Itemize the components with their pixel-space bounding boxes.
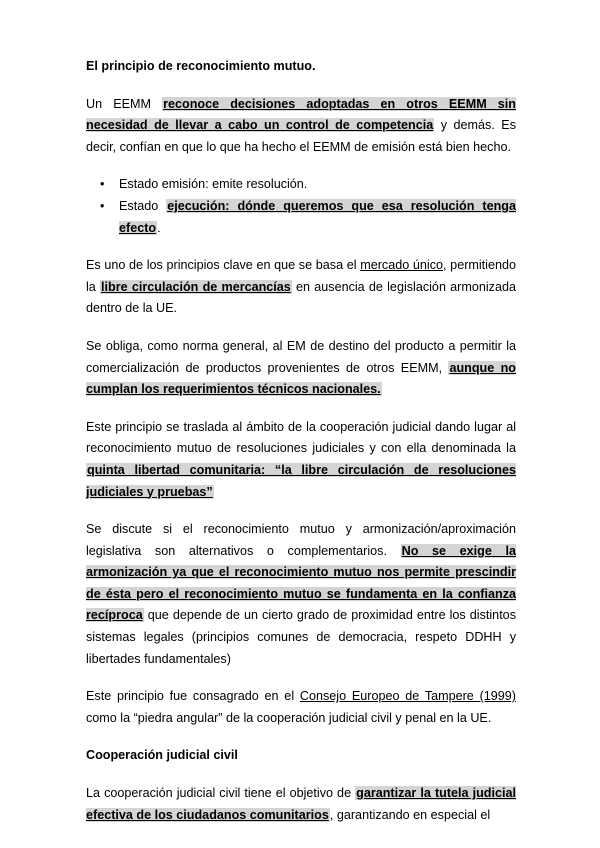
text: . — [157, 220, 161, 235]
paragraph-mutual-recognition — [86, 94, 516, 159]
underlined-text: Consejo Europeo de Tampere (1999) — [299, 689, 516, 704]
paragraph-harmonization — [86, 519, 516, 670]
paragraph-judicial-cooperation — [86, 417, 516, 503]
list-item-text: Estado emisión: emite resolución. — [119, 177, 308, 192]
bullet-icon: • — [100, 177, 105, 192]
text: Se obliga, como norma general, al EM de destino del producto a permitir la comercialización de productos provenientes de otros EEMM, — [86, 338, 516, 375]
highlighted-text: aunque no cumplan los requerimientos técnicos nacionales. — [86, 360, 516, 397]
paragraph-tampere — [86, 686, 516, 729]
document-page — [86, 56, 516, 826]
text: Es uno de los principios clave en que se basa el — [86, 258, 361, 273]
text: Estado — [119, 198, 167, 213]
list-item — [86, 174, 516, 196]
paragraph-single-market — [86, 255, 516, 320]
highlighted-text: garantizar la tutela judicial efectiva de los ciudadanos comunitarios — [86, 786, 516, 822]
paragraph-destination-state — [86, 336, 516, 401]
text: en ausencia de legislación armonizada dentro de la UE. — [86, 279, 516, 316]
text: como la “piedra angular” de la cooperación judicial civil y penal en la UE. — [86, 710, 492, 725]
highlighted-text: quinta libertad comunitaria: “la libre circulación de resoluciones judiciales y pruebas” — [86, 462, 516, 499]
list-item — [86, 196, 516, 239]
section-heading: Cooperación judicial civil — [86, 748, 238, 763]
text: y demás. Es decir, confían en que lo que ha hecho el EEMM de emisión está bien hecho. — [86, 118, 517, 154]
text: , permitiendo la — [86, 258, 516, 294]
text: Un EEMM — [86, 96, 163, 111]
text: , garantizando en especial el — [329, 807, 491, 822]
text: Este principio fue consagrado en el — [86, 689, 300, 704]
text: que depende de un cierto grado de proximidad entre los distintos sistemas legales (principios comunes de democracia, respeto DDHH y libertades fundamentales) — [86, 608, 516, 666]
text: Se discute si el reconocimiento mutuo y armonización/aproximación legislativa son alternativos o complementarios. — [86, 522, 516, 558]
text: Este principio se traslada al ámbito de la cooperación judicial dando lugar al reconocimiento mutuo de resoluciones judiciales y con ella denominada la — [86, 419, 516, 456]
underlined-text: mercado único — [360, 258, 444, 273]
highlighted-text: reconoce decisiones adoptadas en otros EEMM sin necesidad de llevar a cabo un control de competencia — [86, 96, 516, 133]
bullet-list — [86, 174, 516, 239]
text: La cooperación judicial civil tiene el objetivo de — [86, 786, 356, 801]
section-heading: El principio de reconocimiento mutuo. — [86, 59, 316, 73]
paragraph-civil-cooperation — [86, 783, 516, 826]
highlighted-text: libre circulación de mercancías — [101, 279, 291, 294]
highlighted-text: No se exige la armonización ya que el reconocimiento mutuo nos permite prescindir de ésta pero el reconocimiento mutuo se fundamenta en la confianza recíproca — [86, 543, 517, 623]
bullet-icon: • — [100, 198, 105, 213]
highlighted-text: ejecución: dónde queremos que esa resolución tenga efecto — [119, 198, 516, 235]
